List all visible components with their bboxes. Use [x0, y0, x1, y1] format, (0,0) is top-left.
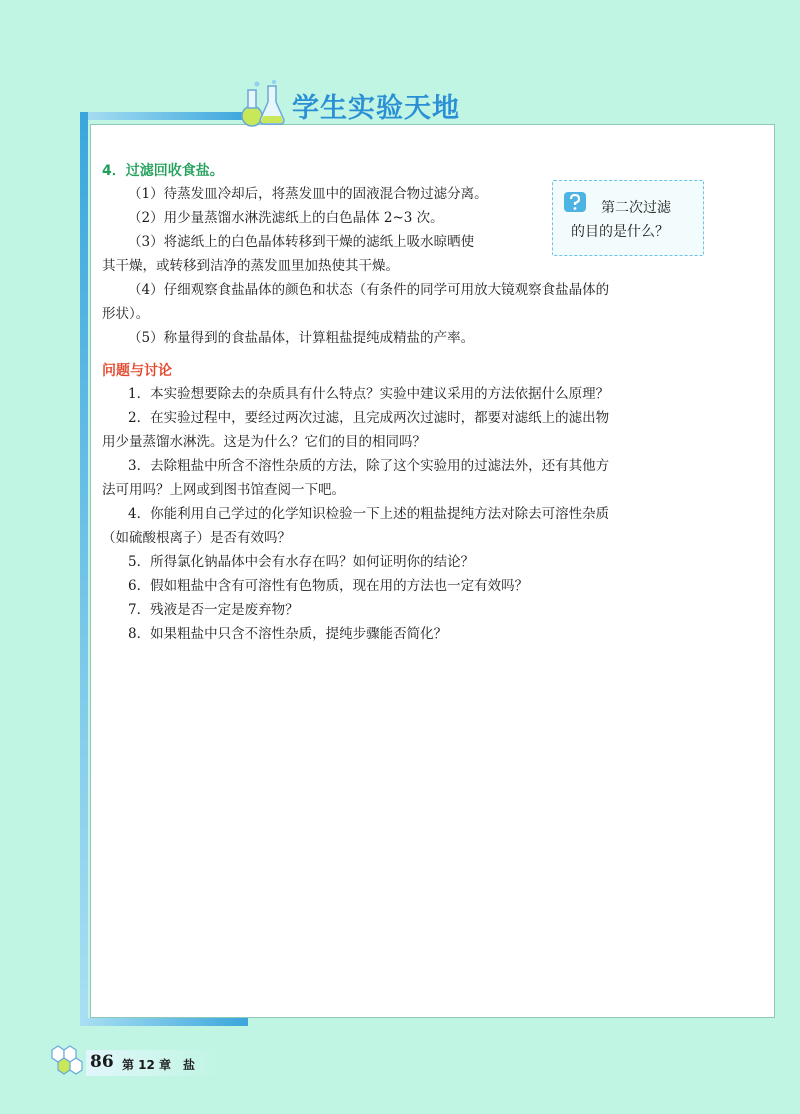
question-line: 5．所得氯化钠晶体中会有水存在吗？如何证明你的结论？: [128, 554, 475, 570]
step-line: （3）将滤纸上的白色晶体转移到干燥的滤纸上吸水晾晒使: [128, 234, 475, 250]
question-line: 8．如果粗盐中只含不溶性杂质，提纯步骤能否简化？: [128, 626, 448, 642]
question-line: 4．你能利用自己学过的化学知识检验一下上述的粗盐提纯方法对除去可溶性杂质: [128, 506, 610, 522]
note-text: 第二次过滤: [601, 200, 671, 216]
question-line: 用少量蒸馏水淋洗。这是为什么？它们的目的相同吗？: [102, 434, 426, 450]
page-number: 86: [90, 1052, 114, 1072]
question-line: 6．假如粗盐中含有可溶性有色物质，现在用的方法也一定有效吗？: [128, 578, 529, 594]
hexagon-icon: [44, 1040, 92, 1076]
decorative-bar-top: [80, 112, 248, 120]
question-icon: [563, 191, 587, 213]
question-line: 2．在实验过程中，要经过两次过滤，且完成两次过滤时，都要对滤纸上的滤出物: [128, 410, 610, 426]
decorative-bar-bottom: [80, 1018, 248, 1026]
section-heading: 4．过滤回收食盐。: [102, 163, 224, 179]
step-line: （1）待蒸发皿冷却后，将蒸发皿中的固液混合物过滤分离。: [128, 186, 488, 202]
margin-note: [552, 180, 704, 256]
note-text: 的目的是什么？: [571, 224, 669, 240]
decorative-bar-left: [80, 112, 88, 1026]
question-line: 1．本实验想要除去的杂质具有什么特点？实验中建议采用的方法依据什么原理？: [128, 386, 610, 402]
chapter-label: 第 12 章 盐: [122, 1058, 196, 1072]
discussion-heading: 问题与讨论: [102, 363, 172, 379]
step-line: 其干燥，或转移到洁净的蒸发皿里加热使其干燥。: [102, 258, 399, 274]
page-title: 学生实验天地: [292, 93, 460, 124]
question-line: 3．去除粗盐中所含不溶性杂质的方法，除了这个实验用的过滤法外，还有其他方: [128, 458, 610, 474]
step-line: 形状）。: [102, 306, 150, 322]
flask-icon: [238, 76, 290, 128]
step-line: （4）仔细观察食盐晶体的颜色和状态（有条件的同学可用放大镜观察食盐晶体的: [128, 282, 610, 298]
step-line: （2）用少量蒸馏水淋洗滤纸上的白色晶体 2~3 次。: [128, 210, 444, 226]
question-line: 7．残液是否一定是废弃物？: [128, 602, 299, 618]
step-line: （5）称量得到的食盐晶体，计算粗盐提纯成精盐的产率。: [128, 330, 475, 346]
question-line: （如硫酸根离子）是否有效吗？: [102, 530, 291, 546]
question-line: 法可用吗？上网或到图书馆查阅一下吧。: [102, 482, 345, 498]
